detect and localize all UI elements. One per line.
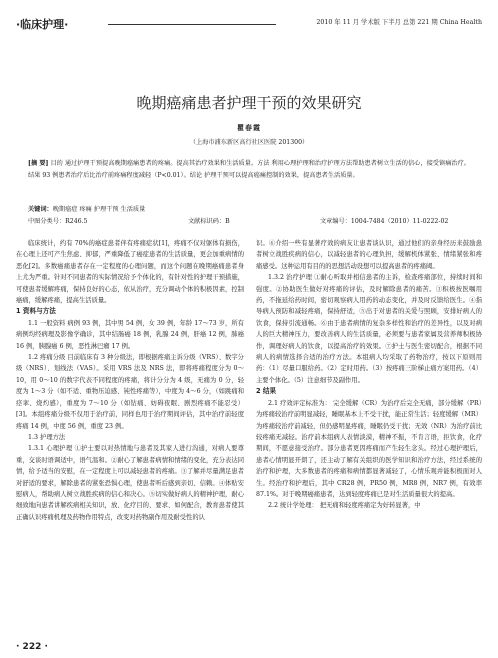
heading-efficacy-criteria: 2.1 疗效评定标准为： xyxy=(268,399,331,407)
general-data-text: 病例 93 例，其中男 54 例，女 39 例，年龄 17～73 岁，所有病例均经病理及影像学确诊，其中结肠癌 18 例，乳腺 24 例，肝癌 12 例，肺癌 16 例，胰腺癌 6 例，恶性淋巴瘤 17 例。 xyxy=(16,319,244,350)
intro-paragraph: 临床统计，约有 70%的癌症患者伴有疼痛症状[1]，疼痛不仅对躯体有损伤，在心理上还可产生焦虑、抑郁，严重降低了癌症患者的生活质量，更会加重病情的恶化[2]。多数癌痛患者存在一定程度的心理问题，而这个问题在晚期癌痛患者身上尤为严重。针对不同患者的实际情况给予个体化的，有针对性的护理干预措施，可使患者缓解疼痛，保持良好的心态，依从治疗，充分调动个体的积极因素，控制癌痛，缓解疼痛，提高生活质量。 xyxy=(16,240,244,305)
heading-materials-methods: 1 资料与方法 xyxy=(16,307,56,316)
heading-treatment-nursing: 1.3.2 治疗护理 xyxy=(268,274,313,282)
keywords-text: 晚期癌症 疼痛 护理干预 生活质量 xyxy=(52,206,146,213)
heading-general-data: 1.1 一般资料 xyxy=(28,319,66,327)
psych-nursing-text: ①护士要以对热情地与患者及其家人进行沟通，对病人要尊重，交谈时语调适中，语气温和。②耐心了解患者病情和情绪的变化，充分表达同情，给予适当的安慰，在一定程度上可以减轻患者的疼痛。③了解并尽量满足患者对舒适的要求，解除患者的紧张恐惧心理，使患者听后感到亲切、信赖。④体贴安慰病人，帮助病人树立战胜疾病的信心和决心。⑤切实做好病人的精神护理，耐心细致地向患者讲解疾病相关知识，放、化疗目的、要求、如何配合，教育患者使其正确认识疼痛机理及药物作用特点，改变对药物副作用及耐受性的认 xyxy=(16,445,244,521)
section-label: ·临床护理· xyxy=(16,18,69,31)
article-title: 晚期癌痛患者护理干预的效果研究 xyxy=(136,94,362,112)
efficacy-criteria-text: 完全缓解（CR）为治疗后完全无痛，部分缓解（PR）为疼痛较治疗前明显减轻，睡眠基本上不受干扰，能正常生活；轻度缓解（MR）为疼痛较治疗前减轻，但仍感明显疼痛，睡眠仍受干扰；无效（NR）为治疗前比较疼痛无减轻。治疗前本组病人表情淡漠，精神不振，不肯言语，拒饮食，化疗期间，不愿意接受治疗。部分患者更因疼痛而产生轻生念头。经过心理护理后，患者心情明显开朗了，还主动了解有关组织的医学知识和治疗方法，经过系统的治疗和护理，大多数患者的疼痛和病情都显著减轻了，心情乐观并能积极面对人生。经治疗和护理后，其中 CR28 例，PR50 例，MR8 例，NR7 例，有效率 87.1%。对于晚期癌痛患者，达到轻度疼痛已是对生活质量很大的提高。 xyxy=(256,399,482,498)
keywords xyxy=(28,204,145,213)
page-header xyxy=(16,16,482,30)
keywords-label: 关键词： xyxy=(28,206,53,213)
author: 瞿春霞 xyxy=(237,123,261,132)
header-rule xyxy=(108,24,276,25)
abstract-text: 目的 通过护理干预提高晚期癌痛患者的疼痛。提高其治疗效果和生活质量。方法 利用心理护理和治疗护理方法帮助患者树立生活的信心，接受镇痛治疗。结果 93 例患者治疗后比治疗前疼痛程度减轻（P<0.01）。结论 护理干预可以提高癌痛控制的效果，提高患者生活质量。 xyxy=(28,160,470,179)
heading-statistics: 2.2 统计学处理： xyxy=(268,502,318,510)
abstract-label: [摘 要] xyxy=(28,160,49,167)
abstract xyxy=(28,158,470,182)
heading-results: 2 结果 xyxy=(256,387,277,396)
affiliation: （上海市浦东新区高行社区医院 201300） xyxy=(189,139,309,146)
journal-info: 2010 年 11 月 学术版 下半月 总第 221 期 China Health xyxy=(316,19,482,26)
continued-paragraph: 识。⑥介绍一些有显著疗效的病友让患者谈认识，通过他们的亲身经历来鼓励患者树立战胜疾病的信心，以减轻患者的心理负担，缓解机体紧张、情绪紧张和疼痛感受。这种运用有目的的思想活动设想可以提高患者的疼痛阈。 xyxy=(256,240,482,270)
heading-nursing-methods: 1.3 护理方法 xyxy=(28,433,66,441)
heading-pain-grading: 1.2 疼痛分级 xyxy=(28,354,66,362)
right-column xyxy=(256,238,482,512)
document-code: 文献标识码：B xyxy=(188,218,230,225)
treatment-nursing-text: ①耐心听取并相信患者的主诉，检查疼痛部位，持续时间和强度。②协助医生做好对疼痛的评估，及时解除患者的痛苦。③积极按医嘱用药，不拖延给药时间，密切观察病人用药的动态变化，并及时反馈给医生。④指导病人预防和减轻疼痛，保持舒适，⑤出于对患者的关爱与照顾，安排好病人的饮食，保持引流通畅。⑥由于患者病情的复杂多样性和治疗的差异性，以及对病人的巨大精神压力，要改善病人的生活质量，必须要与患者家属及营养师积极协作，调理好病人的饮食，以提高治疗的效果。⑦护士与医生密切配合，根据不同病人的病情选择合适的治疗方法。本组病人均采取了药物治疗，按以下原则用药：（1）尽量口服给药。（2）定时用药。（3）按疼痛三阶梯止痛方案用药。（4）主要个体化。（5）注意细节及副作用。 xyxy=(256,274,482,384)
article-number: 文章编号：1004-7484（2010）11-0222-02 xyxy=(320,218,449,225)
heading-psych-nursing: 1.3.1 心理护理 xyxy=(28,445,73,453)
statistics-text: 把无痛和轻度疼痛定为好转显著，中 xyxy=(319,502,421,510)
left-column xyxy=(16,238,244,523)
page-number: · 222 · xyxy=(16,642,48,652)
pain-grading-text: 目前临床有 3 种分级法，即根据疼痛主诉分级（VRS）、数字分级（NRS）、划线法（VAS）。采用 VRS 法及 NRS 法，即将疼痛程度分为 0～10，用 0～10 的数字代表不同程度的疼痛，将计分分为 4 级，无痛为 0 分，轻度为 1～3 分（如不适、重物压迫感、钝性疼痛等），中度为 4～6 分，（如跳痛和痉挛、烧灼感），重度为 7～10 分（如钻痛、妨碍夜眠、剧烈疼痛不能忍受）[3]。本组疼痛分级不仅用于治疗前，同样也用于治疗期间评估，其中治疗前轻度疼痛 14 例，中度 56 例，重度 23 例。 xyxy=(16,354,244,430)
clc-number: 中图分类号：R246.5 xyxy=(28,218,88,225)
